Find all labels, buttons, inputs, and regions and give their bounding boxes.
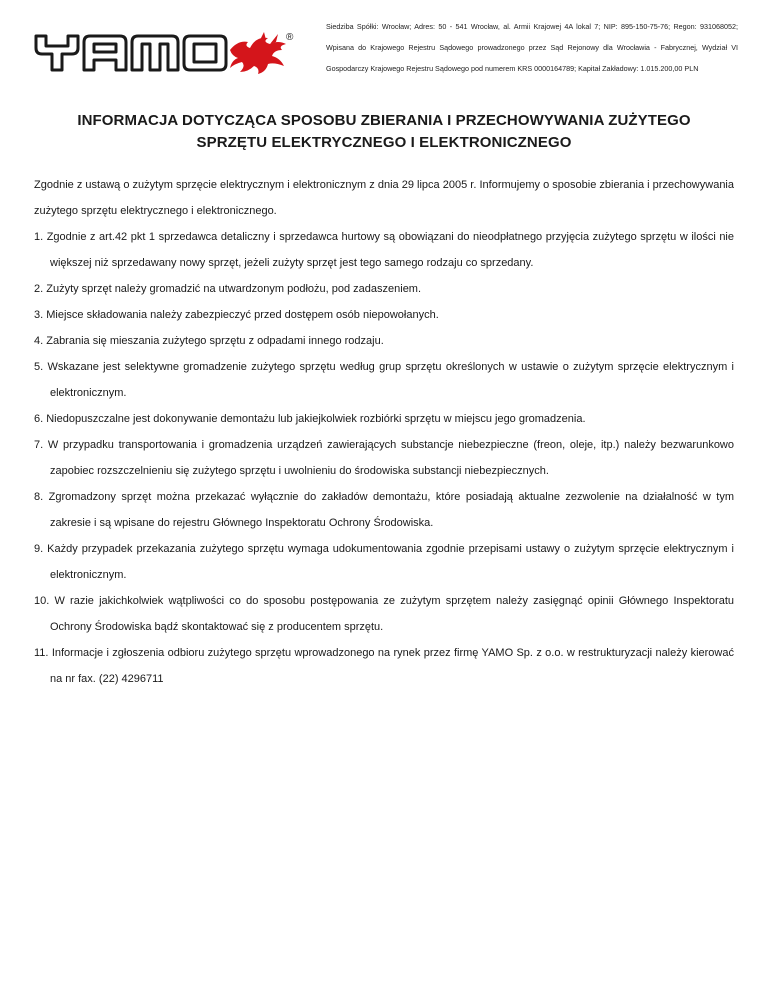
company-info-line-3: Gospodarczy Krajowego Rejestru Sądowego pod numerem KRS 0000164789; Kapitał Zakładowy: 1.015.200,00 PLN [326, 64, 699, 73]
document-title-line-2: SPRZĘTU ELEKTRYCZNEGO I ELEKTRONICZNEGO [196, 134, 572, 151]
yamo-logo-graphic [34, 28, 296, 78]
dragon-icon [230, 32, 286, 74]
yamo-logo [34, 28, 296, 78]
company-info-line-1: Siedziba Spółki: Wrocław; Adres: 50 - 541 Wrocław, al. Armii Krajowej 4A lokal 7; NIP: 895-150-75-76; Regon: 931068052; [326, 22, 738, 31]
list-item-9: 9. Każdy przypadek przekazania zużytego sprzętu wymaga udokumentowania zgodnie przepisami ustawy o zużytym sprzęcie elektrycznym i elektronicznym. [34, 543, 734, 581]
company-info [326, 22, 738, 85]
list-item-4: 4. Zabrania się mieszania zużytego sprzętu z odpadami innego rodzaju. [34, 335, 384, 347]
list-item-3: 3. Miejsce składowania należy zabezpieczyć przed dostępem osób niepowołanych. [34, 309, 439, 321]
company-info-line-2: Wpisana do Krajowego Rejestru Sądowego prowadzonego przez Sąd Rejonowy dla Wrocławia - Fabrycznej, Wydział VI [326, 43, 738, 52]
list-item-8: 8. Zgromadzony sprzęt można przekazać wyłącznie do zakładów demontażu, które posiadają aktualne zezwolenie na działalność w tym zakresie i są wpisane do rejestru Głównego Inspektoratu Ochrony Środowiska. [34, 491, 734, 529]
list-item-5: 5. Wskazane jest selektywne gromadzenie zużytego sprzętu według grup sprzętu określonych w ustawie o zużytym sprzęcie elektrycznym i elektronicznym. [34, 361, 734, 399]
document-title [40, 110, 728, 154]
document-body [34, 172, 734, 692]
list-item-6: 6. Niedopuszczalne jest dokonywanie demontażu lub jakiejkolwiek rozbiórki sprzętu w miejscu jego gromadzenia. [34, 413, 586, 425]
intro-paragraph: Zgodnie z ustawą o zużytym sprzęcie elektrycznym i elektronicznym z dnia 29 lipca 2005 r. Informujemy o sposobie zbierania i przechowywania zużytego sprzętu elektrycznego i elektronicznego. [34, 179, 734, 217]
list-item-7: 7. W przypadku transportowania i gromadzenia urządzeń zawierających substancje niebezpieczne (freon, oleje, itp.) należy bezwarunkowo zapobiec rozszczelnieniu się zużytego sprzętu i uwolnieniu do środowiska substancji niebezpiecznych. [34, 439, 734, 477]
list-item-10: 10. W razie jakichkolwiek wątpliwości co do sposobu postępowania ze zużytym sprzętem należy zasięgnąć opinii Głównego Inspektoratu Ochrony Środowiska bądź skontaktować się z producentem sprzętu. [34, 595, 734, 633]
list-item-2: 2. Zużyty sprzęt należy gromadzić na utwardzonym podłożu, pod zadaszeniem. [34, 283, 422, 295]
document-title-line-1: INFORMACJA DOTYCZĄCA SPOSOBU ZBIERANIA I PRZECHOWYWANIA ZUŻYTEGO [77, 112, 691, 129]
list-item-1: 1. Zgodnie z art.42 pkt 1 sprzedawca detaliczny i sprzedawca hurtowy są obowiązani do nieodpłatnego przyjęcia zużytego sprzętu w ilości nie większej niż sprzedawany nowy sprzęt, jeżeli zużyty sprzęt jest tego samego rodzaju co sprzedany. [34, 231, 734, 269]
document-header [0, 0, 768, 90]
registered-mark: ® [286, 32, 294, 43]
list-item-11: 11. Informacje i zgłoszenia odbioru zużytego sprzętu wprowadzonego na rynek przez firmę YAMO Sp. z o.o. w restrukturyzacji należy kierować na nr fax. (22) 4296711 [34, 647, 734, 685]
